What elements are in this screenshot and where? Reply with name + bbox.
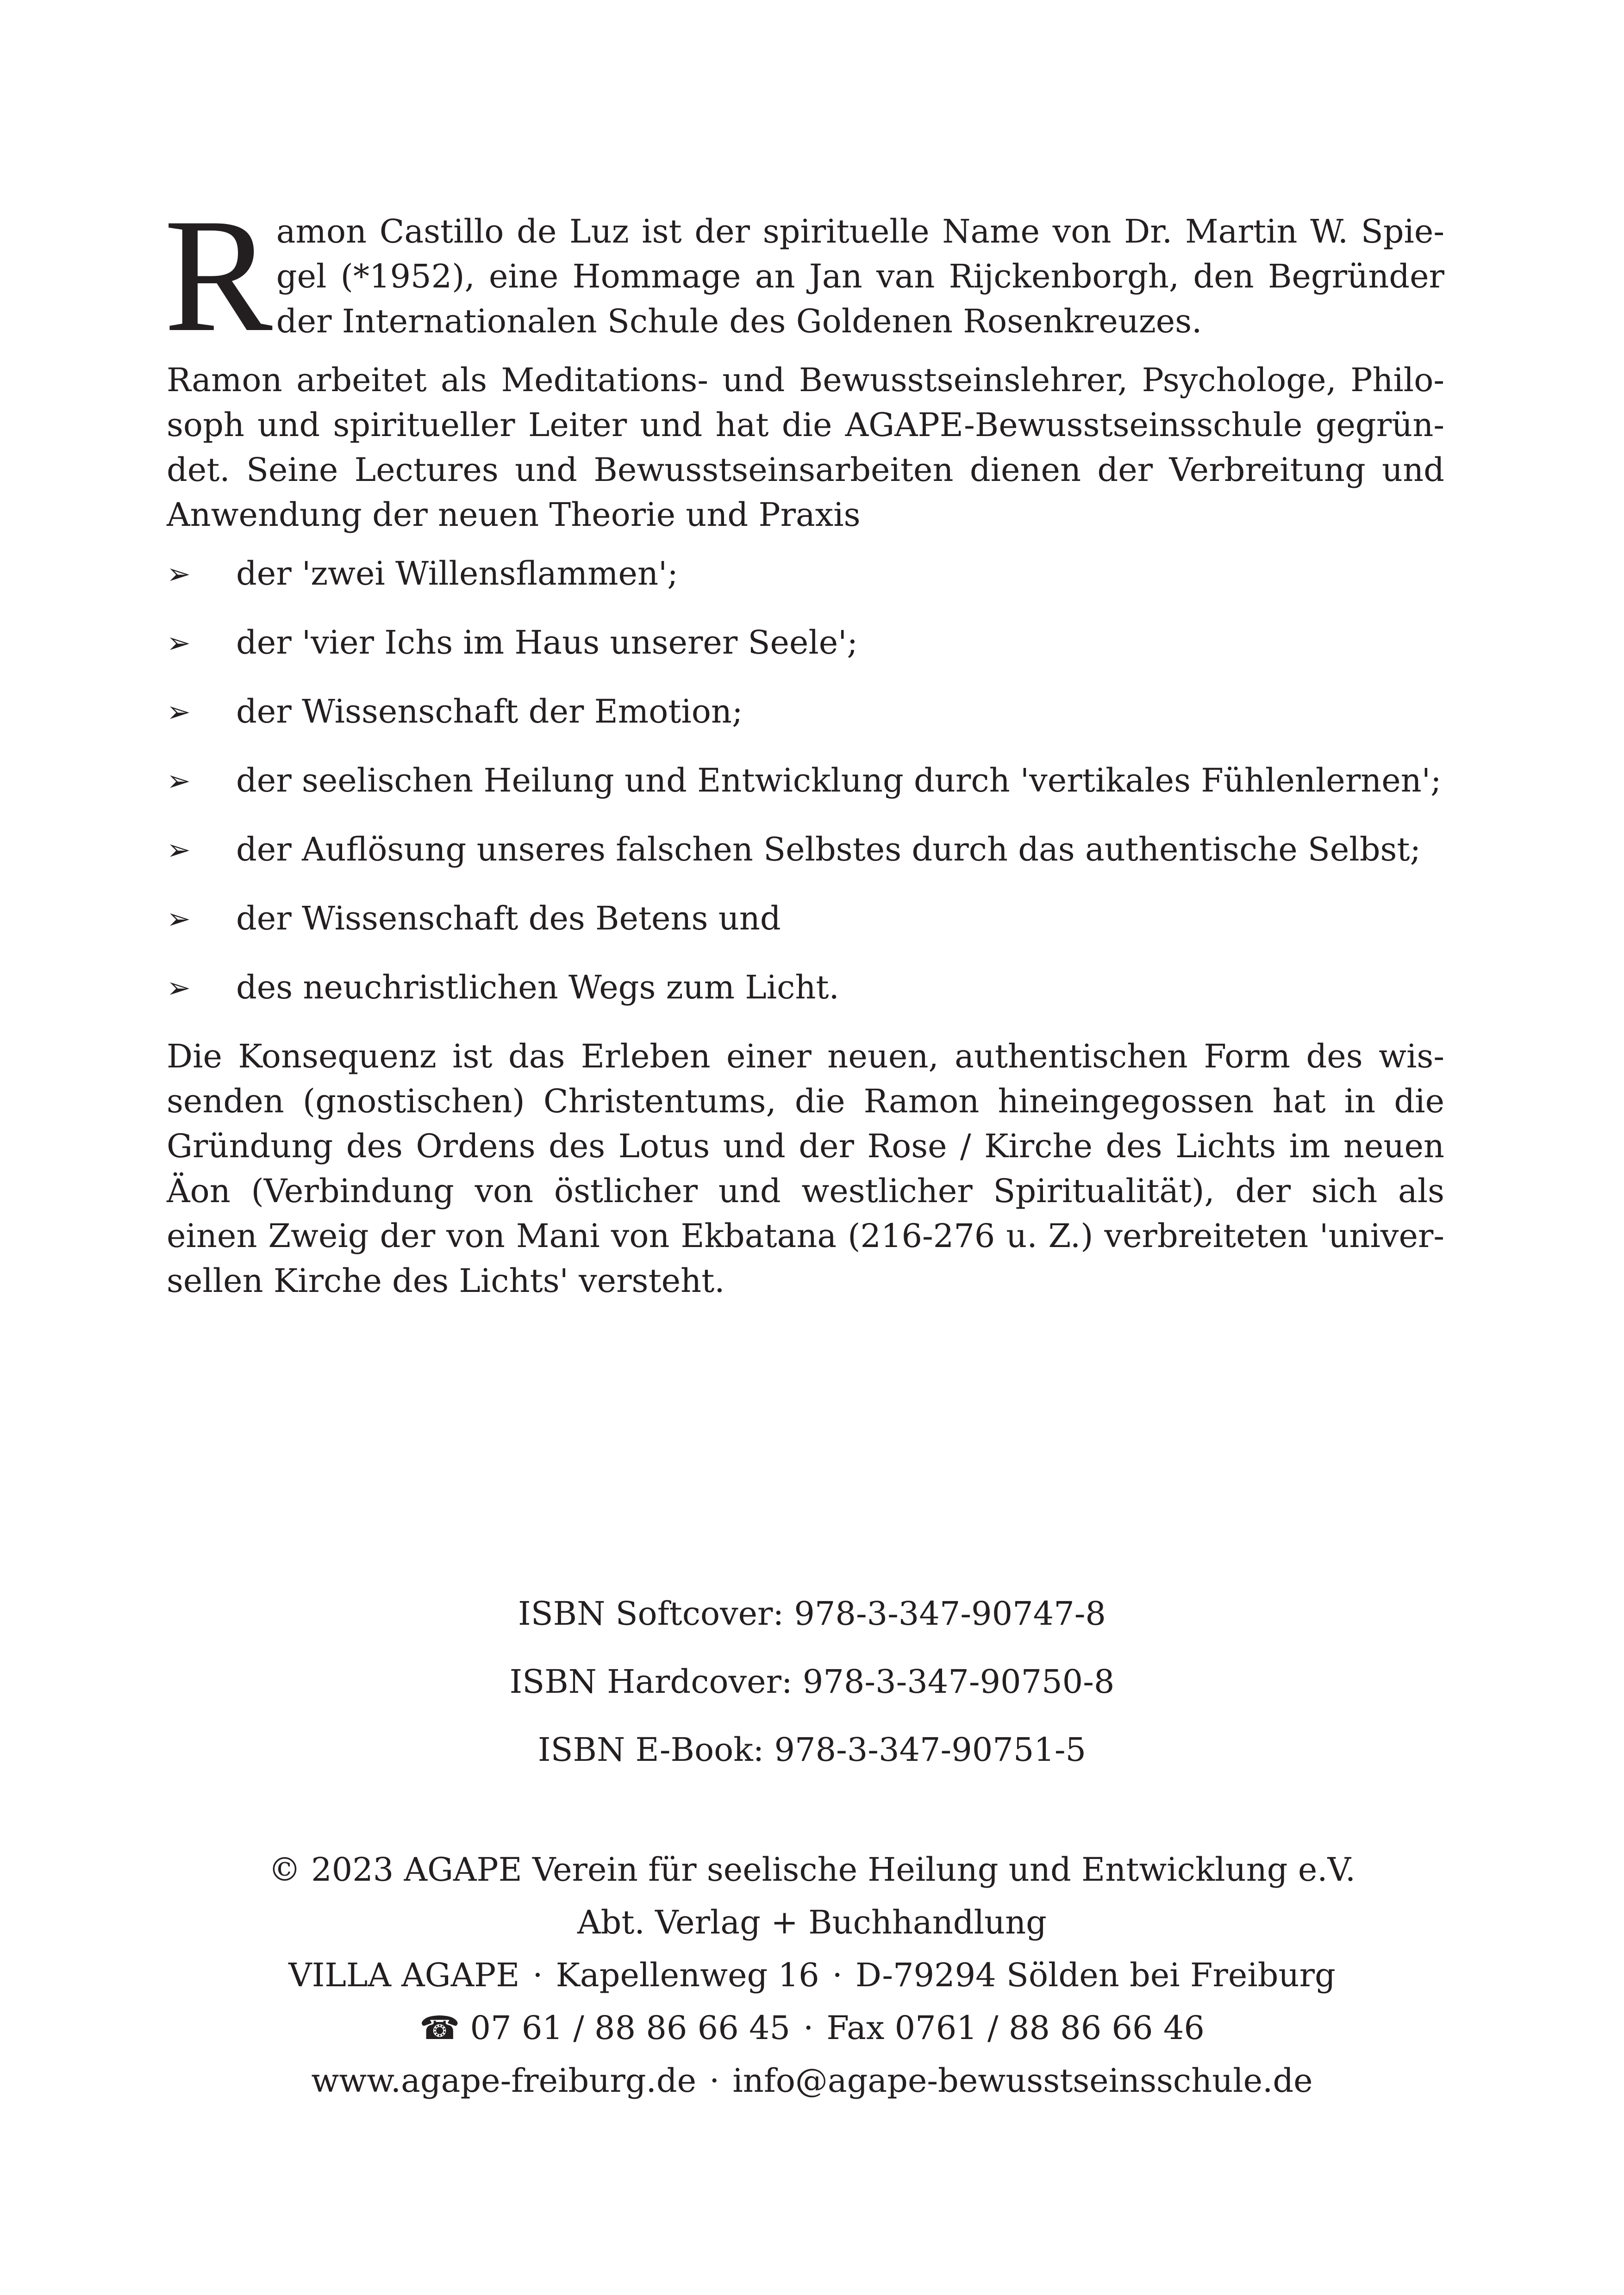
arrow-bullet-icon: ➢ bbox=[167, 833, 191, 867]
list-item-text: der Auflösung unseres falschen Selbstes durch das authentische Selbst; bbox=[236, 830, 1421, 868]
bio-paragraph-intro bbox=[164, 185, 1444, 366]
list-item bbox=[167, 551, 1444, 596]
list-item bbox=[167, 965, 1444, 1010]
list-item bbox=[167, 689, 1444, 734]
arrow-bullet-icon: ➢ bbox=[167, 971, 191, 1004]
copyright-line: © 2023 AGAPE Verein für seelische Heilung und Entwicklung e.V. bbox=[268, 1851, 1356, 1889]
email-link[interactable]: info@agape-bewusstseinsschule.de bbox=[732, 2062, 1313, 2100]
isbn-hardcover: ISBN Hardcover: 978-3-347-90750-8 bbox=[509, 1663, 1115, 1701]
list-item-text: der 'zwei Willensflammen'; bbox=[236, 555, 678, 592]
separator-dot: · bbox=[832, 1956, 843, 1994]
website-link[interactable]: www.agape-freiburg.de bbox=[311, 2062, 697, 2100]
list-item bbox=[167, 620, 1444, 665]
isbn-ebook: ISBN E-Book: 978-3-347-90751-5 bbox=[537, 1731, 1087, 1769]
address-name: VILLA AGAPE bbox=[288, 1956, 520, 1994]
address-line bbox=[0, 1949, 1624, 2002]
arrow-bullet-icon: ➢ bbox=[167, 695, 191, 729]
separator-dot: · bbox=[803, 2009, 814, 2047]
address-street: Kapellenweg 16 bbox=[556, 1956, 819, 1994]
department-line: Abt. Verlag + Buchhandlung bbox=[577, 1903, 1047, 1941]
list-item-text: der Wissenschaft der Emotion; bbox=[236, 692, 743, 730]
phone-line bbox=[0, 2002, 1624, 2054]
separator-dot: · bbox=[709, 2062, 720, 2100]
address-city: D-79294 Sölden bei Freiburg bbox=[855, 1956, 1336, 1994]
isbn-softcover: ISBN Softcover: 978-3-347-90747-8 bbox=[518, 1595, 1106, 1633]
list-item-text: der 'vier Ichs im Haus unserer Seele'; bbox=[236, 624, 858, 661]
arrow-bullet-icon: ➢ bbox=[167, 764, 191, 798]
list-item-text: der Wissenschaft des Betens und bbox=[236, 899, 781, 937]
contact-line bbox=[0, 2054, 1624, 2107]
telephone-icon: ☎ bbox=[419, 2009, 460, 2047]
phone-number: 07 61 / 88 86 66 45 bbox=[470, 2009, 791, 2047]
list-item bbox=[167, 896, 1444, 941]
bio-paragraph-intro-text: amon Castillo de Luz ist der spirituelle Name von Dr. Martin W. Spiegel (*1952), eine Hommage an Jan van Rijckenborgh, den Begründer der Internationalen Schule des Goldenen Rosenkreuzes. bbox=[276, 212, 1444, 340]
author-bio bbox=[164, 185, 1444, 1317]
separator-dot: · bbox=[532, 1956, 543, 1994]
isbn-block bbox=[0, 1591, 1624, 1796]
arrow-bullet-icon: ➢ bbox=[167, 902, 191, 935]
list-item-text: des neuchristlichen Wegs zum Licht. bbox=[236, 968, 839, 1006]
list-item-text: der seelischen Heilung und Entwicklung durch 'vertikales Fühlenlernen'; bbox=[236, 761, 1442, 799]
arrow-bullet-icon: ➢ bbox=[167, 626, 191, 660]
bio-paragraph-consequence: Die Konsequenz ist das Erleben einer neuen, authentischen Form des wissenden (gnostischen) Christentums, die Ramon hineingegossen hat in die Gründung des Ordens des Lotus und der Rose / Kirche des Lichts im neuen Äon (Verbindung von östlicher und westlicher Spiritualität), der sich als einen Zweig der von Mani von Ekbatana (216-276 u. Z.) verbreiteten 'universellen Kirche des Lichts' versteht. bbox=[167, 1037, 1444, 1300]
fax-number: Fax 0761 / 88 86 66 46 bbox=[826, 2009, 1205, 2047]
list-item bbox=[167, 758, 1444, 803]
theory-list bbox=[167, 551, 1444, 1010]
drop-cap: R bbox=[164, 185, 273, 366]
imprint-block bbox=[0, 1843, 1624, 2107]
arrow-bullet-icon: ➢ bbox=[167, 557, 191, 591]
bio-paragraph-work: Ramon arbeitet als Meditations- und Bewusstseinslehrer, Psychologe, Philosoph und spiritueller Leiter und hat die AGAPE-Bewusstseinsschule gegründet. Seine Lectures und Bewusstseinsarbeiten dienen der Verbreitung und Anwendung der neuen Theorie und Praxis bbox=[167, 361, 1444, 534]
list-item bbox=[167, 827, 1444, 872]
